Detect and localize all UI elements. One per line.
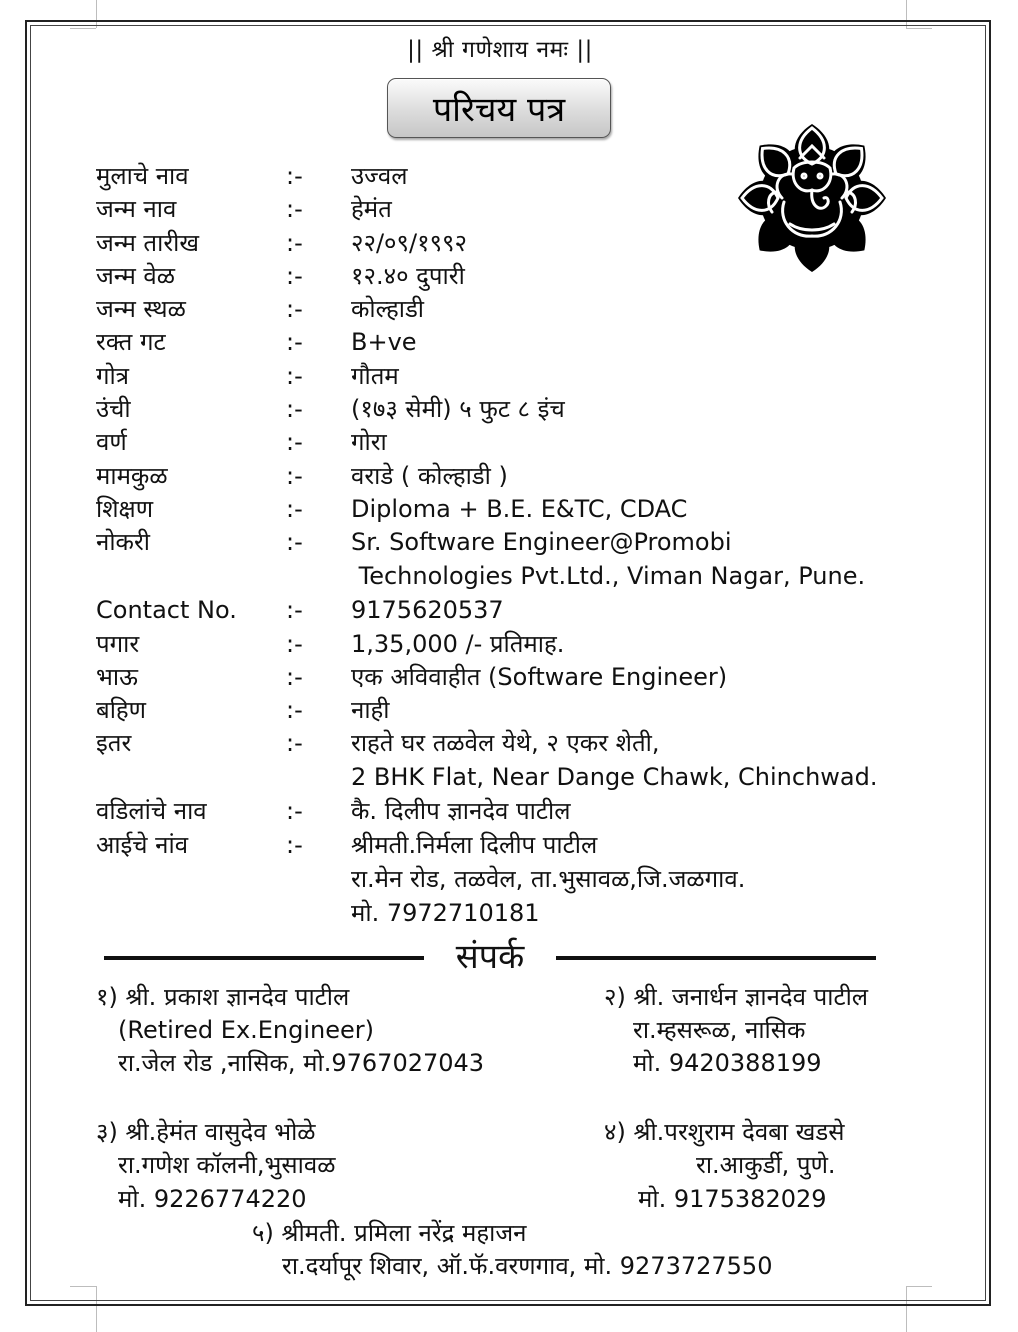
detail-label: जन्म नाव	[96, 195, 177, 224]
detail-row	[96, 727, 976, 795]
contact-3-line2: रा.गणेश कॉलनी,भुसावळ	[118, 1151, 336, 1179]
page-title-text: परिचय पत्र	[432, 90, 566, 130]
contact-1-line3: रा.जेल रोड ,नासिक, मो.9767027043	[118, 1049, 485, 1077]
details-list	[96, 160, 976, 930]
detail-row	[96, 694, 976, 727]
invocation-text: || श्री गणेशाय नमः ||	[407, 37, 593, 63]
detail-value: कोल्हाडी	[351, 295, 425, 324]
detail-separator: :-	[286, 662, 303, 691]
detail-separator: :-	[286, 494, 303, 523]
detail-row	[96, 493, 976, 526]
detail-value: कै. दिलीप ज्ञानदेव पाटील	[351, 797, 571, 826]
detail-row	[96, 526, 976, 594]
detail-value: 9175620537	[351, 596, 504, 625]
page-title	[387, 78, 611, 138]
detail-row	[96, 460, 976, 493]
contact-4-name: ४) श्री.परशुराम देवबा खडसे	[604, 1118, 845, 1146]
detail-value: एक अविवाहीत (Software Engineer)	[351, 662, 728, 691]
detail-value-line3: मो. 7972710181	[351, 898, 540, 927]
detail-label: पगार	[96, 629, 140, 658]
contact-3-name: ३) श्री.हेमंत वासुदेव भोळे	[96, 1118, 316, 1146]
detail-label: जन्म तारीख	[96, 228, 199, 257]
detail-value: उज्वल	[351, 162, 408, 190]
detail-label: मामकुळ	[96, 461, 168, 490]
detail-value: (१७३ सेमी) ५ फुट ८ इंच	[351, 395, 565, 424]
detail-label: Contact No.	[96, 596, 237, 625]
detail-label: उंची	[96, 395, 131, 424]
contact-5-line2: रा.दर्यापूर शिवार, ऑ.फॅ.वरणगाव, मो. 9273727550	[282, 1252, 773, 1280]
detail-label: जन्म स्थळ	[96, 295, 186, 324]
detail-value: Diploma + B.E. E&TC, CDAC	[351, 494, 688, 523]
detail-label: मुलाचे नाव	[96, 162, 189, 190]
detail-row	[96, 260, 976, 293]
detail-row	[96, 227, 976, 260]
detail-value: Sr. Software Engineer@Promobi	[351, 528, 732, 557]
contact-2-line3: मो. 9420388199	[633, 1049, 822, 1077]
detail-row	[96, 661, 976, 694]
detail-label: रक्त गट	[96, 328, 166, 357]
detail-value: B+ve	[351, 328, 417, 357]
detail-label: इतर	[96, 729, 132, 758]
detail-value: नाही	[351, 696, 390, 725]
detail-value-line2: रा.मेन रोड, तळवेल, ता.भुसावळ,जि.जळगाव.	[351, 864, 746, 893]
detail-row	[96, 160, 976, 193]
contact-3-line3: मो. 9226774220	[118, 1185, 307, 1213]
detail-value: गौतम	[351, 361, 399, 390]
contact-2-line2: रा.म्हसरूळ, नासिक	[633, 1016, 806, 1044]
detail-separator: :-	[286, 528, 303, 557]
detail-label: शिक्षण	[96, 494, 154, 523]
detail-separator: :-	[286, 395, 303, 424]
detail-separator: :-	[286, 596, 303, 625]
detail-value: श्रीमती.निर्मला दिलीप पाटील	[351, 830, 598, 859]
contact-5-name: ५) श्रीमती. प्रमिला नरेंद्र महाजन	[252, 1219, 527, 1247]
detail-separator: :-	[286, 696, 303, 725]
contacts-heading: संपर्क	[455, 937, 525, 977]
detail-separator: :-	[286, 295, 303, 324]
detail-separator: :-	[286, 729, 303, 758]
detail-separator: :-	[286, 328, 303, 357]
detail-separator: :-	[286, 195, 303, 224]
detail-value-line2: Technologies Pvt.Ltd., Viman Nagar, Pune.	[351, 562, 866, 591]
detail-row	[96, 628, 976, 661]
detail-value: वराडे ( कोल्हाडी )	[351, 461, 508, 490]
detail-row	[96, 426, 976, 459]
detail-label: भाऊ	[96, 662, 138, 691]
detail-value: राहते घर तळवेल येथे, २ एकर शेती,	[351, 729, 660, 758]
detail-separator: :-	[286, 428, 303, 457]
detail-separator: :-	[286, 261, 303, 290]
detail-separator: :-	[286, 228, 303, 257]
detail-row	[96, 393, 976, 426]
detail-label: आईचे नांव	[96, 830, 189, 859]
detail-row	[96, 594, 976, 627]
detail-separator: :-	[286, 797, 303, 826]
detail-row	[96, 293, 976, 326]
detail-label: गोत्र	[96, 361, 129, 390]
divider-left	[104, 956, 424, 960]
detail-label: वडिलांचे नाव	[96, 797, 207, 826]
detail-separator: :-	[286, 461, 303, 490]
detail-value: हेमंत	[351, 195, 392, 224]
detail-separator: :-	[286, 361, 303, 390]
detail-label: बहिण	[96, 696, 147, 725]
detail-value: 1,35,000 /- प्रतिमाह.	[351, 629, 565, 658]
detail-label: वर्ण	[96, 428, 127, 457]
detail-separator: :-	[286, 830, 303, 859]
contact-4-line2: रा.आकुर्डी, पुणे.	[696, 1151, 836, 1179]
detail-row	[96, 795, 976, 828]
detail-label: जन्म वेळ	[96, 261, 176, 290]
contact-1-line2: (Retired Ex.Engineer)	[118, 1016, 375, 1044]
detail-value: १२.४० दुपारी	[351, 261, 465, 290]
detail-value-line2: 2 BHK Flat, Near Dange Chawk, Chinchwad.	[351, 763, 878, 792]
contact-2-name: २) श्री. जनार्धन ज्ञानदेव पाटील	[604, 983, 869, 1011]
detail-row	[96, 829, 976, 930]
detail-label: नोकरी	[96, 528, 150, 557]
contact-1-name: १) श्री. प्रकाश ज्ञानदेव पाटील	[96, 983, 350, 1011]
detail-value: २२/०९/१९९२	[351, 228, 468, 257]
detail-separator: :-	[286, 162, 303, 190]
detail-row	[96, 193, 976, 226]
detail-separator: :-	[286, 629, 303, 658]
divider-right	[556, 956, 876, 960]
detail-row	[96, 360, 976, 393]
detail-row	[96, 326, 976, 359]
detail-value: गोरा	[351, 428, 387, 457]
contact-4-line3: मो. 9175382029	[638, 1185, 827, 1213]
